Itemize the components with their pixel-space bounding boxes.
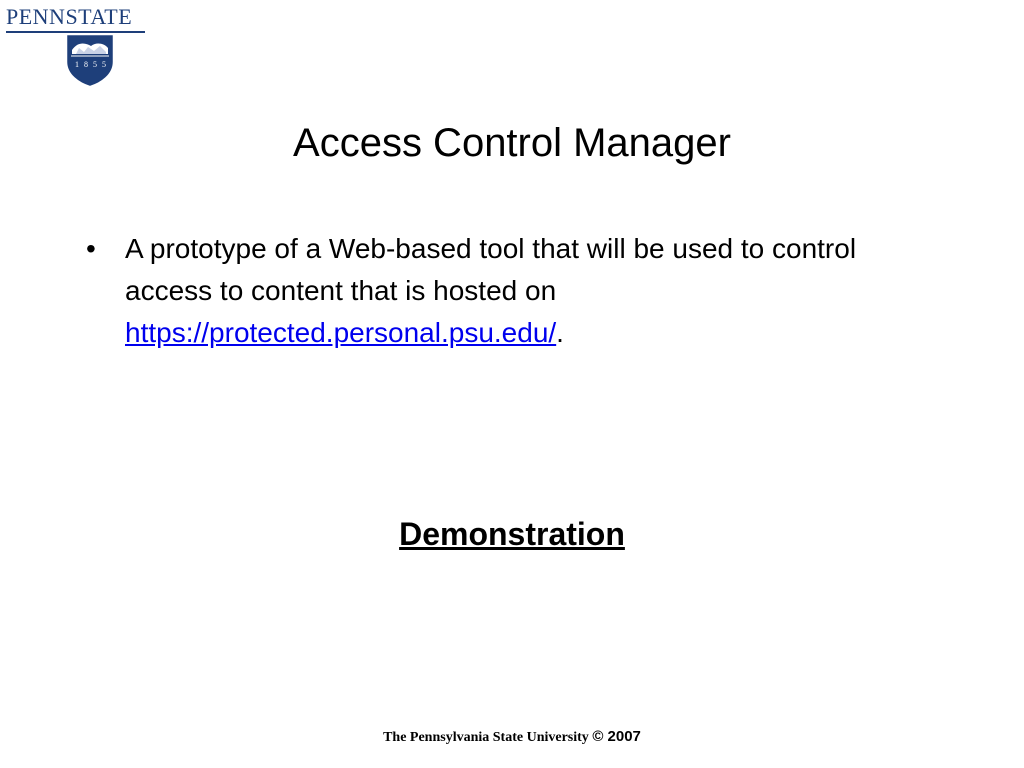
demonstration-label: Demonstration: [399, 516, 625, 552]
bullet-list: [86, 228, 926, 354]
bullet-suffix: .: [556, 317, 564, 348]
slide-title: Access Control Manager: [293, 121, 731, 165]
footer-copyright: © 2007: [592, 728, 641, 745]
bullet-marker: •: [86, 233, 96, 264]
shield-year-2: 8: [84, 60, 88, 69]
bullet-item: [86, 228, 926, 354]
footer-org: The Pennsylvania State University: [383, 730, 589, 745]
pennstate-logo: [2, 2, 152, 88]
shield-year-3: 5: [93, 60, 97, 69]
bullet-text: A prototype of a Web-based tool that will be used to control access to content that is hosted on: [125, 233, 857, 306]
shield-year-4: 5: [102, 60, 106, 69]
shield-year-1: 1: [75, 60, 79, 69]
protected-site-link[interactable]: https://protected.personal.psu.edu/: [125, 317, 557, 348]
footer: [0, 728, 1024, 746]
nittany-lion-shield-icon: [66, 34, 114, 86]
logo-wordmark: PENNSTATE: [6, 4, 133, 29]
logo-divider: [6, 31, 145, 33]
demonstration-heading: [0, 512, 1024, 556]
